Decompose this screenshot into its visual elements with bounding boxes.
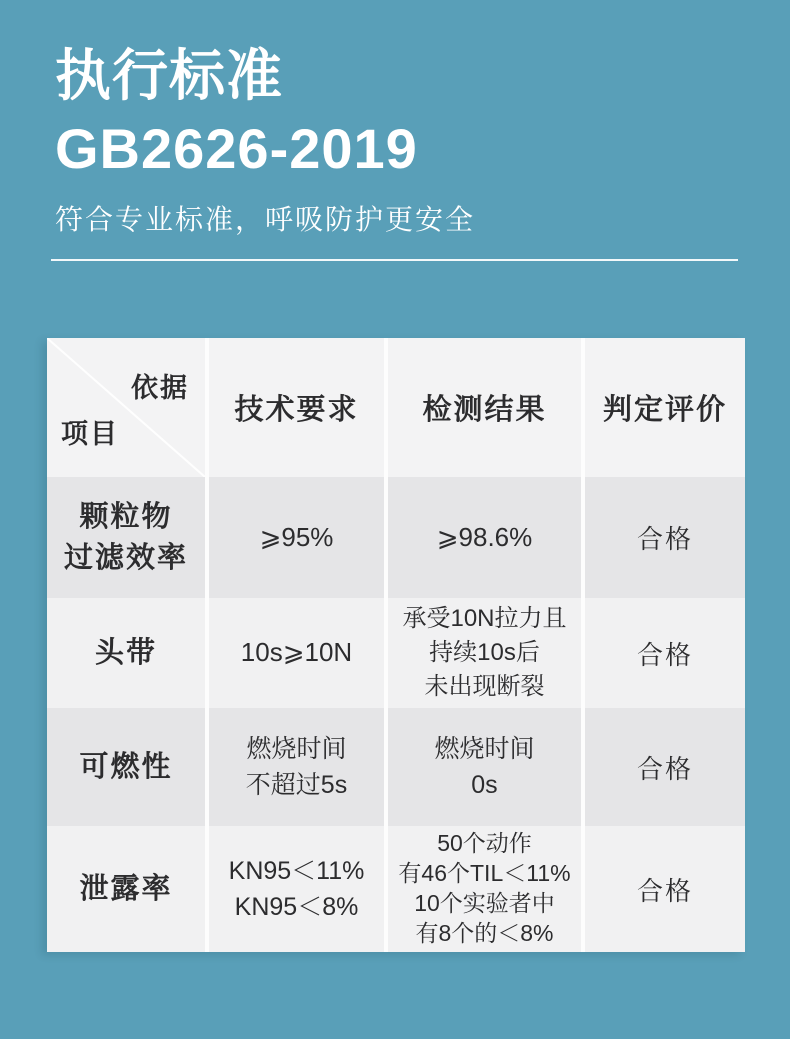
- row-4-item-cell: [47, 826, 205, 952]
- corner-label-item: 项目: [61, 419, 119, 449]
- row-1-result-cell: [388, 477, 581, 598]
- column-header-verdict: 判定评价: [585, 338, 745, 477]
- title-line-2: GB2626-2019: [55, 116, 418, 180]
- title-line-1: 执行标准: [55, 44, 283, 107]
- cell-text: 合格: [636, 875, 693, 906]
- cell-text: 合格: [636, 639, 693, 670]
- cell-text: 头带: [94, 636, 157, 669]
- table-corner-cell: [47, 338, 205, 477]
- cell-text: KN95＜11% KN95＜8%: [228, 856, 365, 921]
- row-3-requirement-cell: [209, 708, 384, 826]
- row-2-verdict-cell: [585, 598, 745, 708]
- row-2-result-cell: [388, 598, 581, 708]
- corner-diagonal-line: [47, 338, 205, 477]
- cell-text: 承受10N拉力且 持续10s后 未出现断裂: [402, 604, 567, 701]
- column-header-requirement: 技术要求: [209, 338, 384, 477]
- row-1-item-cell: [47, 477, 205, 598]
- cell-text: 颗粒物 过滤效率: [63, 500, 188, 574]
- cell-text: 合格: [636, 753, 693, 784]
- row-3-item-cell: [47, 708, 205, 826]
- subtitle: 符合专业标准，呼吸防护更安全: [55, 204, 476, 235]
- cell-text: 50个动作 有46个TIL＜11% 10个实验者中 有8个的＜8%: [398, 830, 571, 946]
- row-3-result-cell: [388, 708, 581, 826]
- row-4-requirement-cell: [209, 826, 384, 952]
- cell-text: 泄露率: [79, 872, 173, 905]
- cell-text: 燃烧时间 不超过5s: [245, 734, 348, 799]
- page-title: [55, 40, 418, 186]
- header-divider: [51, 259, 738, 261]
- cell-text: 燃烧时间 0s: [434, 734, 535, 799]
- row-1-verdict-cell: [585, 477, 745, 598]
- standards-table: [47, 338, 745, 952]
- corner-label-basis: 依据: [131, 373, 189, 403]
- row-1-requirement-cell: [209, 477, 384, 598]
- cell-text: 可燃性: [79, 750, 173, 783]
- row-4-result-cell: [388, 826, 581, 952]
- cell-text: ⩾98.6%: [436, 521, 533, 552]
- cell-text: 合格: [636, 524, 693, 554]
- row-3-verdict-cell: [585, 708, 745, 826]
- row-2-item-cell: [47, 598, 205, 708]
- row-2-requirement-cell: [209, 598, 384, 708]
- cell-text: ⩾95%: [259, 521, 334, 552]
- cell-text: 10s⩾10N: [240, 637, 353, 668]
- row-4-verdict-cell: [585, 826, 745, 952]
- column-header-result: 检测结果: [388, 338, 581, 477]
